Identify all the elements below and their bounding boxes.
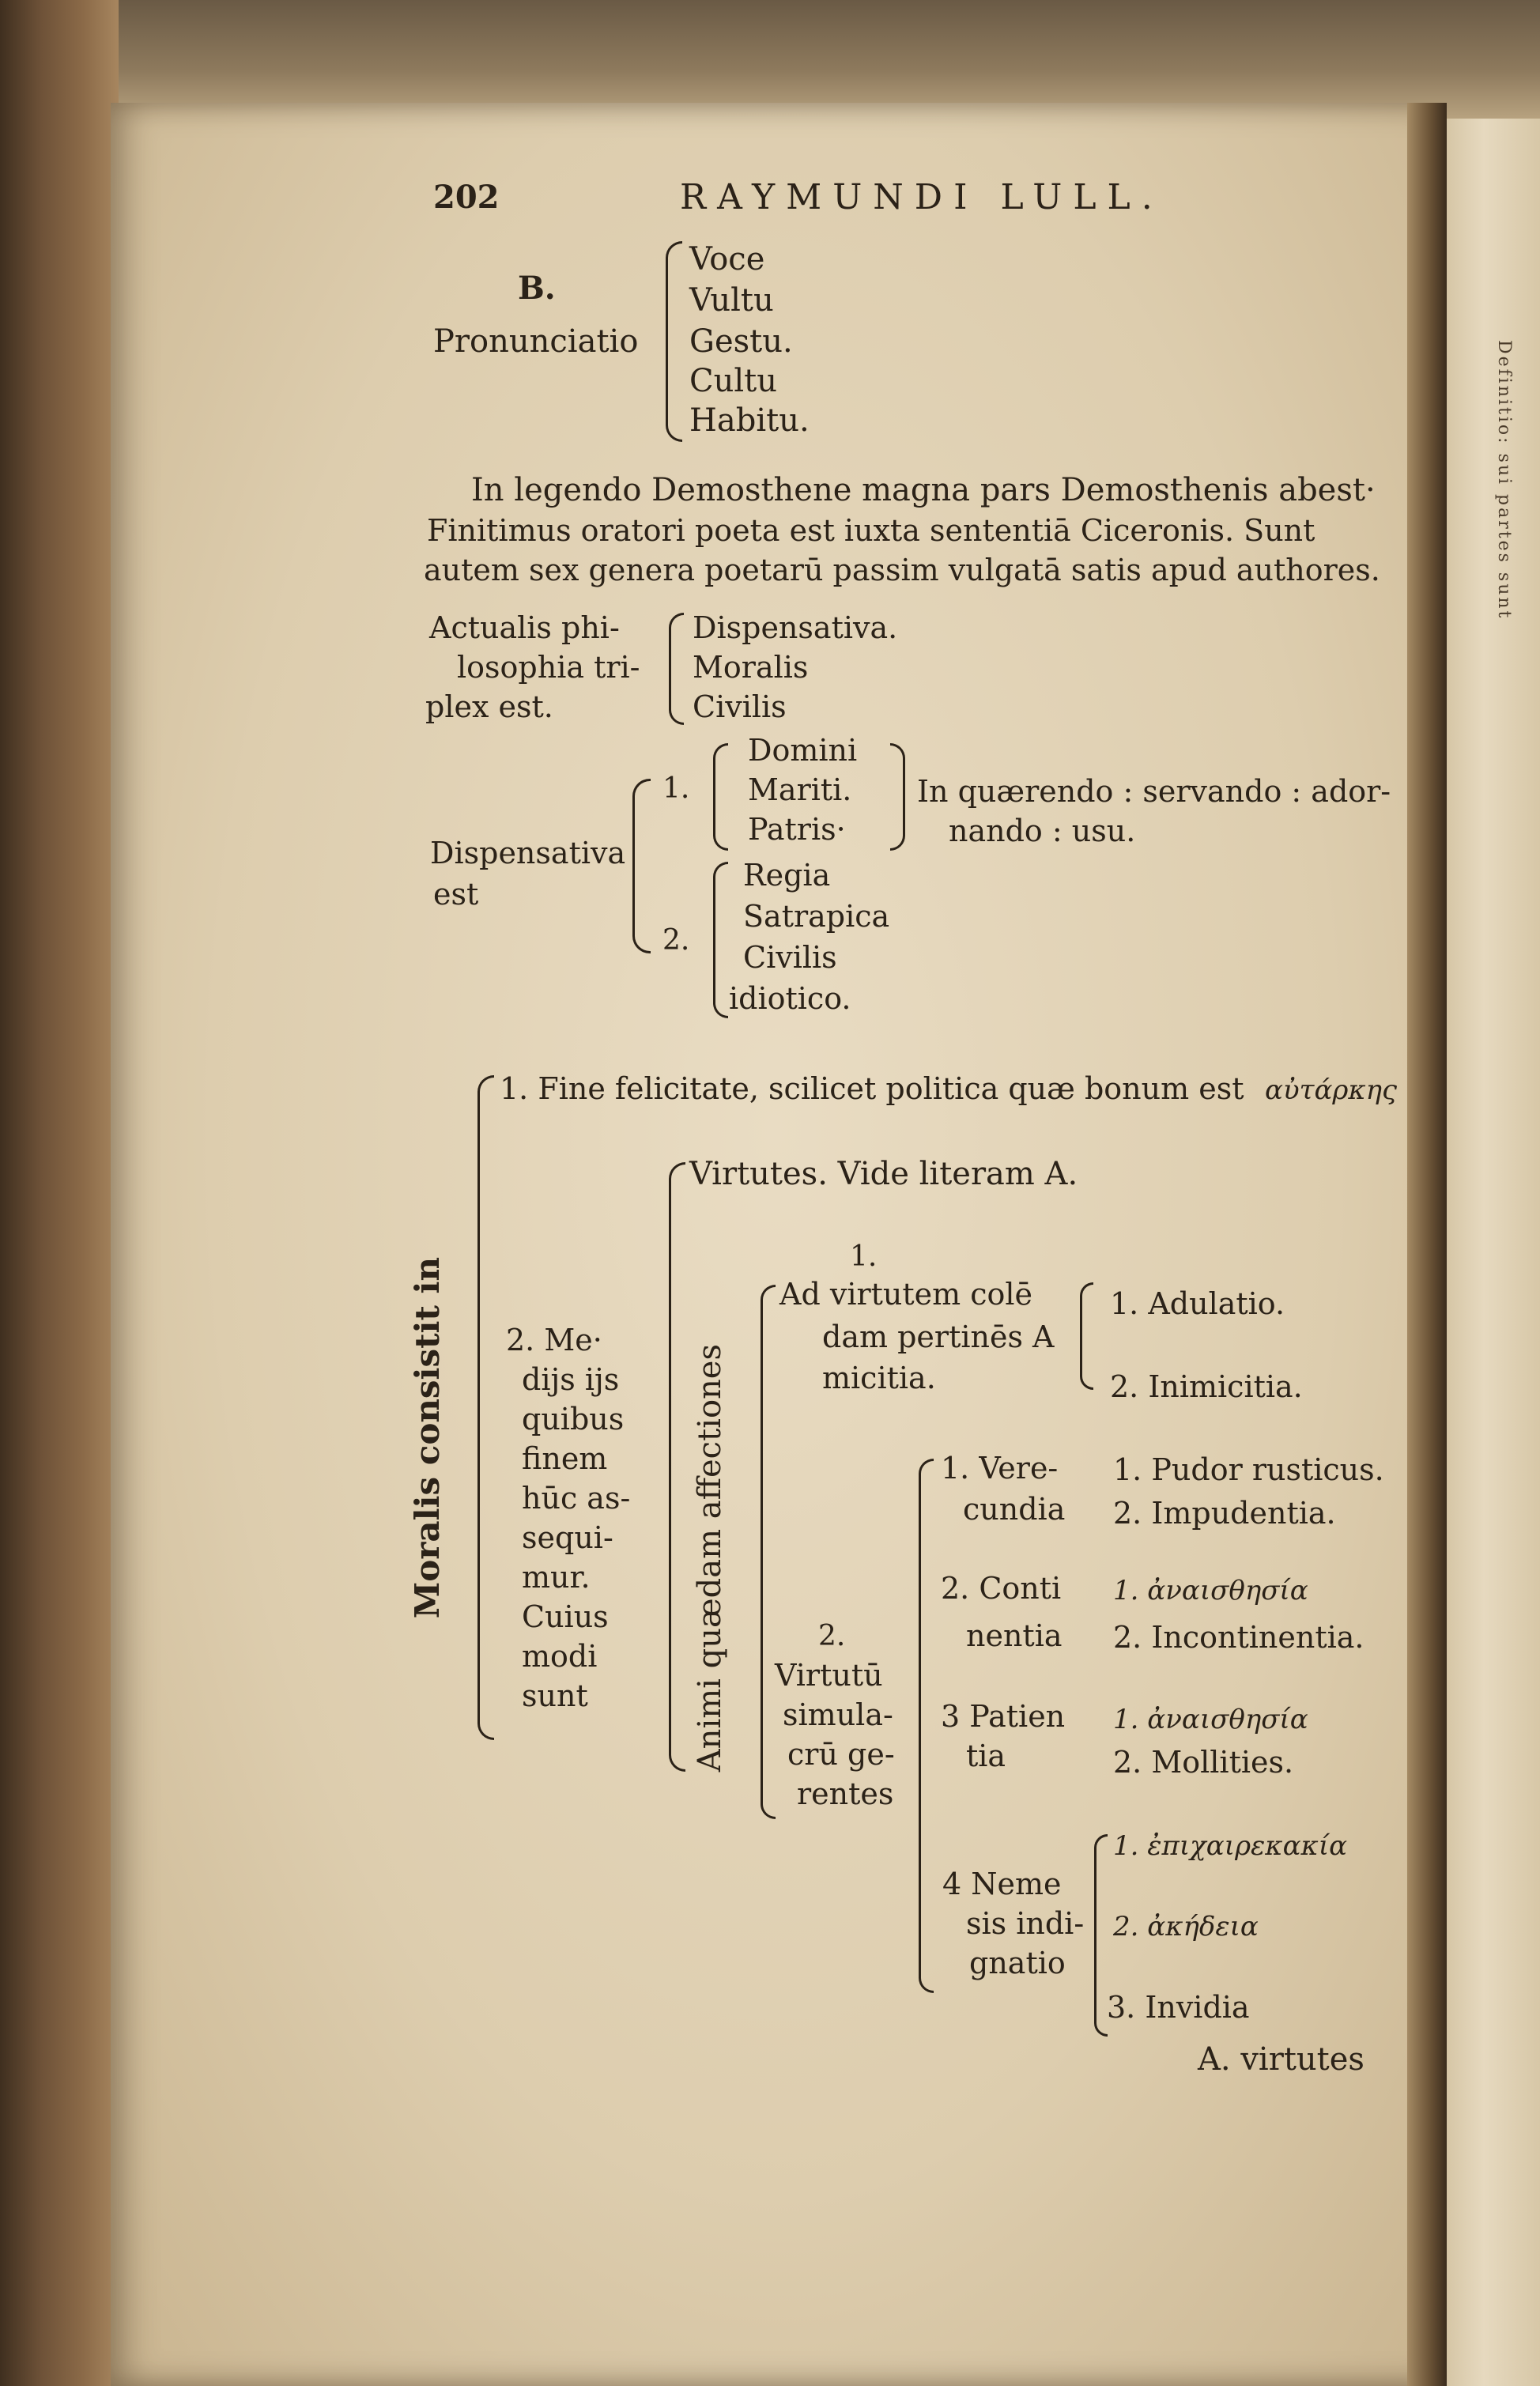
dispensativa-two-item: idiotico.	[729, 981, 851, 1016]
moralis-brace	[477, 1075, 494, 1740]
pronunciatio-item: Habitu.	[689, 402, 810, 439]
paragraph-line: autem sex genera poetarū passim vulgatā satis apud authores.	[424, 553, 1380, 587]
actualis-item: Civilis	[693, 689, 787, 724]
sub2-group-item: 2. Mollities.	[1113, 1745, 1294, 1780]
pronunciatio-label: Pronunciatio	[433, 323, 639, 360]
sub1-number: 1.	[850, 1240, 878, 1273]
actualis-label: plex est.	[425, 689, 553, 724]
sub1-label: micitia.	[822, 1361, 936, 1395]
moralis-item-2-label: mur.	[522, 1560, 591, 1595]
pronunciatio-item: Cultu	[689, 363, 777, 399]
dispensativa-two-item: Regia	[743, 858, 831, 893]
actualis-label: losophia tri-	[457, 650, 640, 685]
sub2-group-label: sis indi-	[966, 1906, 1085, 1941]
facing-page-margin-text: Definitio: sui partes sunt	[1494, 340, 1514, 621]
sub1-item: 2. Inimicitia.	[1110, 1369, 1303, 1404]
sub-brace	[761, 1285, 776, 1819]
dispensativa-one-item: Patris·	[748, 812, 846, 847]
running-title: RAYMUNDI LULL.	[680, 177, 1164, 217]
moralis-item-1-greek: αὐτάρκης	[1265, 1074, 1398, 1106]
dispensativa-result-brace	[890, 743, 905, 851]
sub2-group-label: cundia	[963, 1492, 1066, 1527]
sub2-group-label: tia	[966, 1739, 1006, 1773]
affectiones-vertical-label: Animi quædam affectiones	[692, 1344, 728, 1773]
sub2-group-label: 1. Vere-	[941, 1451, 1059, 1486]
virtutes-ref: Virtutes. Vide literam A.	[689, 1156, 1078, 1192]
moralis-item-2-label: hūc as-	[522, 1481, 631, 1516]
sub2-group-label: gnatio	[969, 1946, 1066, 1980]
sub2-group-label: nentia	[966, 1618, 1063, 1653]
moralis-item-2-label: modi	[522, 1639, 598, 1674]
moralis-item-2-label: Cuius	[522, 1599, 609, 1634]
moralis-item-2-label: dijs ijs	[522, 1362, 620, 1397]
sub2-label: rentes	[797, 1776, 894, 1811]
sub1-label: Ad virtutem colē	[779, 1277, 1033, 1312]
sub2-group-item: 1. ἐπιχαιρεκακία	[1113, 1830, 1348, 1862]
sub2-group-item: 2. Impudentia.	[1113, 1496, 1336, 1531]
paragraph-line: In legendo Demosthene magna pars Demosthenis abest·	[471, 472, 1376, 508]
dispensativa-two-item: Civilis	[743, 940, 837, 975]
book-gutter	[1407, 103, 1447, 2386]
catchword: A. virtutes	[1198, 2041, 1364, 2078]
moralis-vertical-label: Moralis consistit in	[408, 1257, 447, 1619]
sub2-group-item: 1. Pudor rusticus.	[1113, 1452, 1384, 1487]
book-page-edges	[0, 0, 119, 2386]
pronunciatio-brace	[666, 241, 682, 442]
dispensativa-label: Dispensativa	[430, 836, 626, 870]
sub2-group-item: 1. ἀναισθησία	[1113, 1704, 1308, 1735]
moralis-item-1: 1. Fine felicitate, scilicet politica quæ bonum est	[500, 1071, 1244, 1106]
sub1-brace	[1080, 1282, 1093, 1390]
dispensativa-brace	[632, 779, 651, 953]
sub2-group-label: 3 Patien	[941, 1699, 1066, 1734]
pronunciatio-item: Voce	[689, 241, 765, 277]
pronunciatio-item: Gestu.	[689, 323, 793, 360]
sub2-group-4-brace	[1094, 1834, 1108, 2037]
sub2-group-item: 3. Invidia	[1107, 1990, 1250, 2025]
sub2-group-item: 2. Incontinentia.	[1113, 1620, 1364, 1655]
moralis-item-2-label: finem	[522, 1441, 608, 1476]
sub2-brace	[919, 1459, 934, 1993]
sub2-label: Virtutū	[775, 1658, 883, 1693]
actualis-brace	[669, 613, 684, 725]
dispensativa-number: 2.	[662, 924, 690, 957]
moralis-item-2-label: quibus	[522, 1402, 625, 1437]
dispensativa-two-item: Satrapica	[743, 899, 890, 934]
paragraph-line: Finitimus oratori poeta est iuxta sententiā Ciceronis. Sunt	[427, 513, 1315, 548]
moralis-item-2-label: 2. Me·	[506, 1323, 602, 1357]
actualis-item: Moralis	[693, 650, 809, 685]
dispensativa-label: est	[433, 877, 479, 912]
pronunciatio-letter: B.	[518, 270, 556, 307]
facing-page-margin	[1447, 119, 1540, 2386]
moralis-item-2-label: sunt	[522, 1678, 588, 1713]
page-number: 202	[433, 179, 500, 216]
sub1-label: dam pertinēs A	[822, 1319, 1055, 1354]
dispensativa-one-item: Mariti.	[748, 772, 852, 807]
pronunciatio-item: Vultu	[689, 282, 774, 319]
sub2-label: 2.	[818, 1620, 846, 1652]
moralis-item-2-label: sequi-	[522, 1520, 613, 1555]
sub2-group-item: 2. ἀκήδεια	[1113, 1911, 1259, 1942]
dispensativa-one-brace	[713, 743, 728, 851]
sub2-group-item: 1. ἀναισθησία	[1113, 1575, 1308, 1606]
actualis-item: Dispensativa.	[693, 610, 898, 645]
sub2-label: simula-	[783, 1697, 893, 1732]
dispensativa-result: nando : usu.	[949, 814, 1136, 848]
sub2-label: crū ge-	[787, 1737, 895, 1772]
dispensativa-one-item: Domini	[748, 733, 858, 768]
dispensativa-number: 1.	[662, 772, 690, 805]
affectiones-brace	[669, 1162, 685, 1772]
book-top-edge	[0, 0, 1540, 119]
sub2-group-label: 4 Neme	[942, 1867, 1062, 1901]
sub1-item: 1. Adulatio.	[1110, 1286, 1285, 1321]
dispensativa-two-brace	[713, 862, 728, 1018]
dispensativa-result: In quærendo : servando : ador-	[917, 774, 1391, 809]
actualis-label: Actualis phi-	[429, 610, 620, 645]
sub2-group-label: 2. Conti	[941, 1571, 1062, 1606]
